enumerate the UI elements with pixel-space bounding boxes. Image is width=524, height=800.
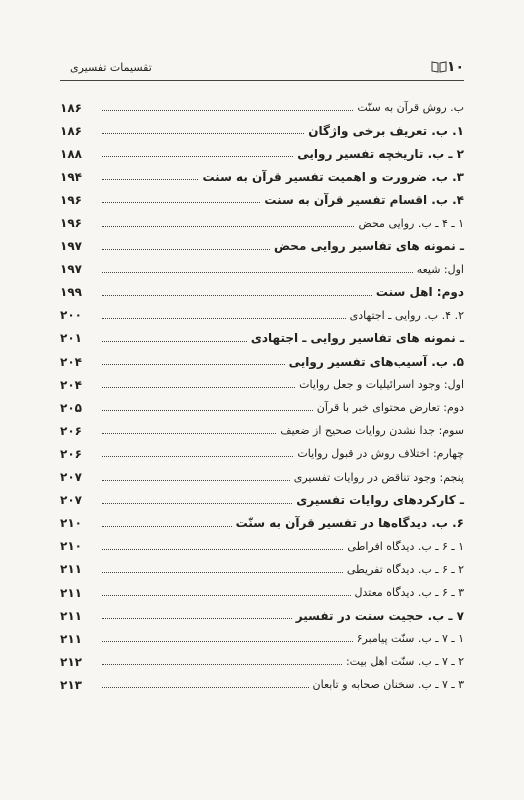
toc-entry-page: ۲۰۰ [60, 308, 82, 323]
dot-leader [102, 595, 351, 596]
toc-entry-page: ۲۰۷ [60, 470, 82, 485]
toc-entry-page: ۲۱۳ [60, 677, 82, 692]
toc-entry [60, 673, 464, 696]
toc-entry [60, 489, 464, 512]
toc-entry [60, 258, 464, 281]
toc-entry-title: ۲ ـ ۷ ـ ب. سنّت اهل بیت: [345, 655, 464, 669]
toc-entry [60, 165, 464, 188]
running-header [60, 56, 464, 78]
toc-entry-title: اول: شیعه [416, 262, 464, 276]
toc-entry-title: ۳ ـ ۷ ـ ب. سخنان صحابه و تابعان [312, 678, 464, 692]
toc-entry [60, 466, 464, 489]
dot-leader [102, 272, 413, 273]
toc-entry-title: ۱ ـ ۷ ـ ب. سنّت پیامبر۶ [356, 632, 464, 646]
dot-leader [102, 549, 343, 550]
dot-leader [102, 318, 346, 319]
toc-entry-title: ۲. ۴. ب. روایی ـ اجتهادی [349, 308, 464, 322]
toc-entry [60, 188, 464, 211]
dot-leader [102, 179, 198, 180]
toc-entry [60, 396, 464, 419]
toc-entry-page: ۱۹۶ [60, 216, 82, 231]
toc-entry-title: ۱. ب. تعریف برخی واژگان [308, 123, 464, 138]
toc-entry-title: ۷ ـ ب. حجیت سنت در تفسیر [295, 608, 464, 623]
toc-entry [60, 304, 464, 327]
toc-entry-title: پنجم: وجود تناقض در روایات تفسیری [293, 470, 464, 484]
toc-entry [60, 627, 464, 650]
toc-entry-title: ۲ ـ ب. تاریخچه تفسیر روایی [297, 146, 464, 161]
toc-entry-title: ۴. ب. اقسام تفسیر قرآن به سنت [264, 192, 464, 207]
toc-entry-page: ۲۰۱ [60, 331, 82, 346]
dot-leader [102, 226, 354, 227]
dot-leader [102, 410, 313, 411]
dot-leader [102, 641, 353, 642]
dot-leader [102, 526, 232, 527]
header-rule [60, 80, 464, 81]
toc-entry-page: ۱۹۷ [60, 239, 82, 254]
dot-leader [102, 480, 290, 481]
toc-entry-title: ۲ ـ ۶ ـ ب. دیدگاه تفریطی [346, 562, 464, 576]
toc-entry [60, 235, 464, 258]
toc-entry-page: ۲۰۴ [60, 354, 82, 369]
toc-entry-title: ۳. ب. ضرورت و اهمیت تفسیر قرآن به سنت [202, 169, 464, 184]
toc-entry-title: ۱ ـ ۴ ـ ب. روایی محض [358, 216, 464, 230]
toc-entry [60, 119, 464, 142]
toc-entry-title: ـ نمونه های تفاسیر روایی محض [273, 239, 464, 254]
dot-leader [102, 364, 285, 365]
toc-entry [60, 604, 464, 627]
toc-entry-page: ۱۹۹ [60, 285, 82, 300]
toc-entry-page: ۱۸۸ [60, 146, 82, 161]
toc-entry-title: دوم: اهل سنت [375, 285, 464, 300]
toc-entry-page: ۲۱۱ [60, 631, 82, 646]
dot-leader [102, 572, 343, 573]
toc-entry-page: ۲۱۱ [60, 608, 82, 623]
toc-entry-title: اول: وجود اسرائیلیات و جعل روایات [299, 378, 464, 392]
dot-leader [102, 618, 292, 619]
dot-leader [102, 387, 295, 388]
toc-entry-title: چهارم: اختلاف روش در قبول روایات [297, 447, 464, 461]
toc-entry-title: ۵. ب. آسیب‌های تفسیر روایی [288, 354, 464, 369]
toc-entry [60, 581, 464, 604]
dot-leader [102, 664, 342, 665]
toc-entry-page: ۲۰۵ [60, 400, 82, 415]
toc-entry-page: ۲۰۶ [60, 446, 82, 461]
running-title: تقسیمات تفسیری [70, 60, 152, 74]
dot-leader [102, 503, 292, 504]
toc-entry [60, 350, 464, 373]
toc-entry [60, 211, 464, 234]
toc-entry-title: ۶. ب. دیدگاه‌ها در تفسیر قرآن به سنّت [235, 516, 464, 531]
book-icon [431, 61, 447, 73]
toc-entry [60, 281, 464, 304]
toc-entry [60, 535, 464, 558]
toc-entry-page: ۱۹۶ [60, 192, 82, 207]
toc-entry-page: ۲۰۴ [60, 377, 82, 392]
toc-entry-page: ۲۱۰ [60, 539, 82, 554]
toc-entry [60, 96, 464, 119]
toc-entry-page: ۲۱۲ [60, 654, 82, 669]
toc-entry-page: ۱۹۴ [60, 169, 82, 184]
dot-leader [102, 433, 276, 434]
toc-entry-page: ۱۸۶ [60, 123, 82, 138]
toc-entry-title: ۱ ـ ۶ ـ ب. دیدگاه افراطی [347, 539, 464, 553]
dot-leader [102, 249, 270, 250]
dot-leader [102, 341, 247, 342]
toc-entry-page: ۲۰۷ [60, 493, 82, 508]
dot-leader [102, 110, 353, 111]
dot-leader [102, 202, 260, 203]
dot-leader [102, 156, 293, 157]
dot-leader [102, 687, 309, 688]
page-number: ۱۰ [446, 59, 464, 75]
toc-entry-page: ۲۱۱ [60, 562, 82, 577]
toc-entry-page: ۲۰۶ [60, 423, 82, 438]
dot-leader [102, 295, 372, 296]
toc-entry [60, 142, 464, 165]
toc-entry [60, 512, 464, 535]
toc-entry-page: ۱۸۶ [60, 100, 82, 115]
toc-entry [60, 327, 464, 350]
toc-entry-page: ۱۹۷ [60, 262, 82, 277]
toc-entry-title: ۳ ـ ۶ ـ ب. دیدگاه معتدل [354, 586, 464, 600]
dot-leader [102, 456, 293, 457]
toc-entry-title: ب. روش قرآن به سنّت [357, 101, 464, 115]
toc-entry [60, 650, 464, 673]
toc-entry-page: ۲۱۰ [60, 516, 82, 531]
toc-entry-page: ۲۱۱ [60, 585, 82, 600]
toc-entry [60, 558, 464, 581]
toc-entry [60, 419, 464, 442]
toc-entry-title: ـ کارکردهای روایات تفسیری [296, 493, 464, 508]
toc-entry-title: سوم: جدا نشدن روایات صحیح از ضعیف [280, 424, 464, 438]
toc-entry [60, 373, 464, 396]
toc-entry [60, 442, 464, 465]
toc-entry-title: ـ نمونه های تفاسیر روایی ـ اجتهادی [250, 331, 464, 346]
dot-leader [102, 133, 304, 134]
table-of-contents [60, 96, 464, 696]
toc-entry-title: دوم: تعارض محتوای خبر با قرآن [316, 401, 464, 415]
